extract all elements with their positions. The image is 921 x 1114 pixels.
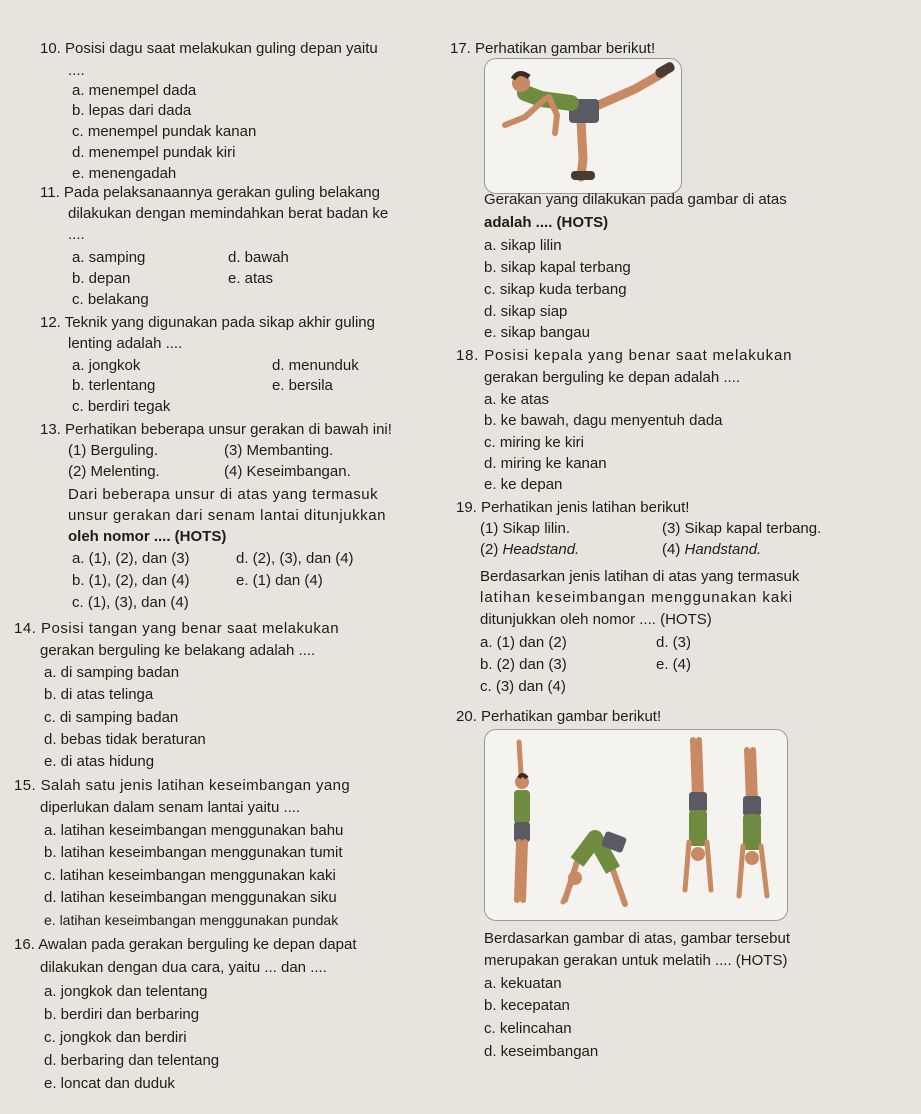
q19-option-e[interactable]: e. (4) [656,656,692,673]
q13-option-b[interactable]: b. (1), (2), dan (4) [72,572,190,589]
shirt [743,814,761,850]
legs-up [693,740,701,796]
q11-stem-line2: dilakukan dengan memindahkan berat badan ke [68,205,389,222]
q20-option-d[interactable]: d. keseimbangan [484,1043,599,1060]
q18-option-d[interactable]: d. miring ke kanan [484,455,607,472]
q11-option-e[interactable]: e. atas [228,270,274,287]
q14-option-e[interactable]: e. di atas hidung [44,753,155,770]
q11-option-a[interactable]: a. samping [72,249,146,266]
q20-figure-handstand-sequence [484,729,788,921]
q18-option-b[interactable]: b. ke bawah, dagu menyentuh dada [484,412,723,429]
q18-stem-line2: gerakan berguling ke depan adalah .... [484,369,741,386]
q13-item-3: (3) Membanting. [224,442,334,459]
q19-paragraph-line1: Berdasarkan jenis latihan di atas yang termasuk [480,568,800,585]
q12-stem-line2: lenting adalah .... [68,335,183,352]
q19-item-1: (1) Sikap lilin. [480,520,571,537]
q13-stem: 13. Perhatikan beberapa unsur gerakan di bawah ini! [40,421,392,438]
q18-option-a[interactable]: a. ke atas [484,391,550,408]
q12-option-e[interactable]: e. bersila [272,377,333,394]
q10-stem: 10. Posisi dagu saat melakukan guling depan yaitu [40,40,378,57]
q10-option-c[interactable]: c. menempel pundak kanan [72,123,257,140]
q16-option-e[interactable]: e. loncat dan duduk [44,1075,175,1092]
q14-option-b[interactable]: b. di atas telinga [44,686,154,703]
q20-paragraph-line1: Berdasarkan gambar di atas, gambar tersebut [484,930,790,947]
q17-stem: 17. Perhatikan gambar berikut! [450,40,656,57]
shirt [514,790,530,824]
q10-option-a[interactable]: a. menempel dada [72,82,197,99]
q16-option-c[interactable]: c. jongkok dan berdiri [44,1029,187,1046]
q19-stem: 19. Perhatikan jenis latihan berikut! [456,499,690,516]
q15-option-d[interactable]: d. latihan keseimbangan menggunakan siku [44,889,337,906]
q17-option-e[interactable]: e. sikap bangau [484,324,590,341]
q13-option-a[interactable]: a. (1), (2), dan (3) [72,550,190,567]
q12-stem-line1: 12. Teknik yang digunakan pada sikap akhir guling [40,314,375,331]
figure-handstand-2 [739,750,767,896]
q17-option-a[interactable]: a. sikap lilin [484,237,562,254]
q15-option-b[interactable]: b. latihan keseimbangan menggunakan tumit [44,844,343,861]
airplane-pose-illustration [485,59,681,193]
q18-option-e[interactable]: e. ke depan [484,476,563,493]
q11-option-c[interactable]: c. belakang [72,291,149,308]
q13-item-4: (4) Keseimbangan. [224,463,351,480]
q20-option-a[interactable]: a. kekuatan [484,975,562,992]
q12-option-d[interactable]: d. menunduk [272,357,359,374]
shorts [514,822,530,842]
q15-option-c[interactable]: c. latihan keseimbangan menggunakan kaki [44,867,336,884]
arms-up [519,742,521,774]
q10-option-e[interactable]: e. menengadah [72,165,177,182]
head [745,851,759,865]
arm-front [505,99,545,125]
q14-stem-line2: gerakan berguling ke belakang adalah .... [40,642,316,659]
q12-option-c[interactable]: c. berdiri tegak [72,398,171,415]
q19-paragraph-line2: latihan keseimbangan menggunakan kaki [480,589,794,606]
q17-figure-airplane-pose [484,58,682,194]
q11-option-d[interactable]: d. bawah [228,249,289,266]
q16-stem-line2: dilakukan dengan dua cara, yaitu ... dan .... [40,959,327,976]
q19-item-4-number: (4) [662,541,685,558]
q20-paragraph-line2: merupakan gerakan untuk melatih .... (HOTS) [484,952,788,969]
q19-option-b[interactable]: b. (2) dan (3) [480,656,567,673]
figure-handstand [685,740,711,890]
q11-option-b[interactable]: b. depan [72,270,131,287]
q16-stem-line1: 16. Awalan pada gerakan berguling ke depan dapat [14,936,357,953]
q13-paragraph-line1: Dari beberapa unsur di atas yang termasuk [68,486,379,503]
q12-option-b[interactable]: b. terlentang [72,377,156,394]
q10-stem-cont: .... [68,62,85,79]
head [691,847,705,861]
q10-option-d[interactable]: d. menempel pundak kiri [72,144,236,161]
q19-item-4-text: Handstand. [684,541,762,558]
q13-paragraph-line3: oleh nomor .... (HOTS) [68,528,227,545]
figure-bending-forward [563,831,627,904]
q13-option-d[interactable]: d. (2), (3), dan (4) [236,550,354,567]
shoe-standing [571,171,595,180]
q13-item-1: (1) Berguling. [68,442,159,459]
q20-option-b[interactable]: b. kecepatan [484,997,570,1014]
q11-stem-cont: .... [68,226,85,243]
q19-item-4 [662,541,761,559]
q20-option-c[interactable]: c. kelincahan [484,1020,572,1037]
q16-option-b[interactable]: b. berdiri dan berbaring [44,1006,200,1023]
q13-option-e[interactable]: e. (1) dan (4) [236,572,323,589]
shirt [689,810,707,846]
q19-option-c[interactable]: c. (3) dan (4) [480,678,566,695]
q17-paragraph-line2: adalah .... (HOTS) [484,214,609,231]
q14-option-a[interactable]: a. di samping badan [44,664,180,681]
q15-stem-line1: 15. Salah satu jenis latihan keseimbangan yang [14,777,351,794]
q15-stem-line2: diperlukan dalam senam lantai yaitu .... [40,799,301,816]
q16-option-d[interactable]: d. berbaring dan telentang [44,1052,220,1069]
q15-option-e[interactable]: e. latihan keseimbangan menggunakan pundak [44,912,339,928]
leg-front [613,870,625,904]
q13-item-2: (2) Melenting. [68,463,160,480]
q14-option-c[interactable]: c. di samping badan [44,709,179,726]
shorts [743,796,761,816]
q14-stem-line1: 14. Posisi tangan yang benar saat melakukan [14,620,340,637]
q12-option-a[interactable]: a. jongkok [72,357,141,374]
q10-option-b[interactable]: b. lepas dari dada [72,102,192,119]
q19-item-2-number: (2) [480,541,503,558]
q19-item-3: (3) Sikap kapal terbang. [662,520,822,537]
q19-item-2 [480,541,579,559]
q15-option-a[interactable]: a. latihan keseimbangan menggunakan bahu [44,822,344,839]
q11-stem-line1: 11. Pada pelaksanaannya gerakan guling belakang [40,184,380,201]
shorts [689,792,707,812]
legs-up [747,750,755,800]
q19-item-2-text: Headstand. [502,541,580,558]
legs [517,842,525,900]
handstand-sequence-illustration [485,730,787,920]
q17-option-c[interactable]: c. sikap kuda terbang [484,281,627,298]
q18-option-c[interactable]: c. miring ke kiri [484,434,585,451]
q19-paragraph-line3: ditunjukkan oleh nomor .... (HOTS) [480,611,712,628]
q13-paragraph-line2: unsur gerakan dari senam lantai ditunjukkan [68,507,386,524]
q18-stem-line1: 18. Posisi kepala yang benar saat melakukan [456,347,793,364]
q16-option-a[interactable]: a. jongkok dan telentang [44,983,208,1000]
q20-stem: 20. Perhatikan gambar berikut! [456,708,662,725]
standing-leg [581,121,583,177]
q19-option-a[interactable]: a. (1) dan (2) [480,634,567,651]
figure-standing-arms-up [514,742,530,900]
q17-option-b[interactable]: b. sikap kapal terbang [484,259,631,276]
q14-option-d[interactable]: d. bebas tidak beraturan [44,731,206,748]
q17-option-d[interactable]: d. sikap siap [484,303,568,320]
q13-option-c[interactable]: c. (1), (3), dan (4) [72,594,189,611]
q17-paragraph-line1: Gerakan yang dilakukan pada gambar di atas [484,191,787,208]
q19-option-d[interactable]: d. (3) [656,634,692,651]
